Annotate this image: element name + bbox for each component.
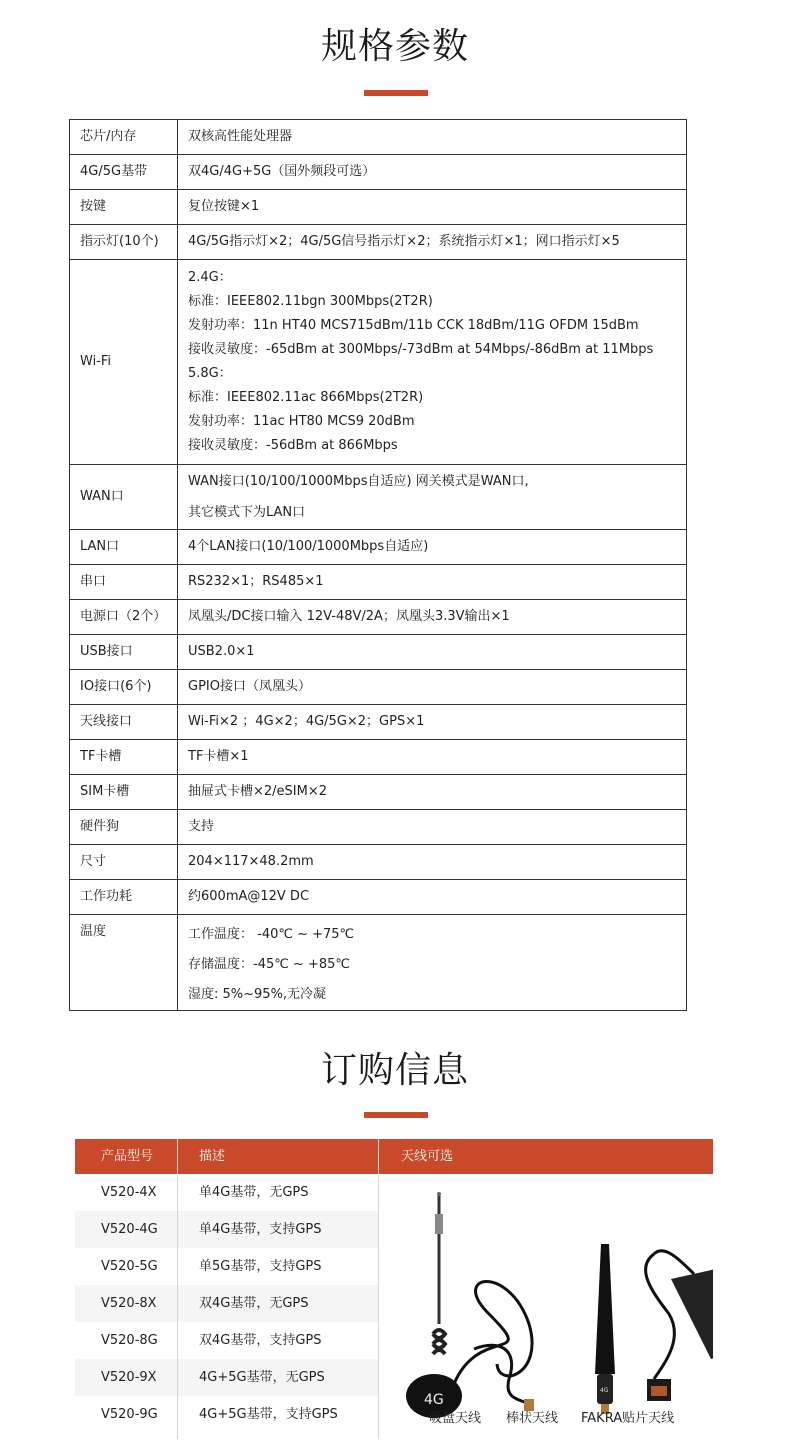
order-model: V520-9G <box>101 1407 158 1422</box>
spec-value: TF卡槽×1 <box>178 740 687 775</box>
wifi-line: 接收灵敏度：-65dBm at 300Mbps/-73dBm at 54Mbps/-86dBm at 11Mbps <box>188 342 654 357</box>
spec-row <box>70 120 687 155</box>
wifi-line: 发射功率：11n HT40 MCS715dBm/11b CCK 18dBm/11G OFDM 15dBm <box>188 318 639 333</box>
order-desc: 单5G基带，支持GPS <box>199 1259 322 1274</box>
spec-label: 硬件狗 <box>70 810 178 845</box>
spec-row <box>70 705 687 740</box>
spec-title-bar <box>364 90 428 96</box>
wan-line: 其它模式下为LAN口 <box>188 505 306 520</box>
spec-table <box>69 119 687 1011</box>
fakra-antenna-label: FAKRA贴片天线 <box>581 1411 675 1426</box>
antenna-illustration <box>379 1174 713 1439</box>
wifi-details <box>178 260 687 465</box>
wifi-line: 标准：IEEE802.11ac 866Mbps(2T2R) <box>188 390 424 405</box>
order-row <box>75 1322 378 1359</box>
suction-antenna-icon <box>406 1192 534 1418</box>
spec-value: 4个LAN接口(10/100/1000Mbps自适应) <box>178 530 687 565</box>
order-row <box>75 1359 378 1396</box>
spec-row <box>70 635 687 670</box>
spec-row <box>70 775 687 810</box>
spec-title: 规格参数 <box>320 26 469 67</box>
spec-value: 204×117×48.2mm <box>178 845 687 880</box>
spec-label: LAN口 <box>70 530 178 565</box>
order-row <box>75 1174 378 1211</box>
spec-value: RS232×1；RS485×1 <box>178 565 687 600</box>
spec-row <box>70 845 687 880</box>
order-table <box>75 1139 713 1439</box>
header-desc: 描述 <box>199 1149 226 1164</box>
antenna-4g-label: 4G <box>424 1392 444 1408</box>
spec-row-wan <box>70 465 687 530</box>
wifi-line: 发射功率：11ac HT80 MCS9 20dBm <box>188 414 415 429</box>
spec-row <box>70 810 687 845</box>
order-desc: 双4G基带，无GPS <box>199 1296 309 1311</box>
fakra-antenna-icon <box>646 1251 713 1401</box>
spec-value: 抽屉式卡槽×2/eSIM×2 <box>178 775 687 810</box>
spec-row <box>70 530 687 565</box>
order-desc: 4G+5G基带，支持GPS <box>199 1407 338 1422</box>
order-desc: 双4G基带，支持GPS <box>199 1333 322 1348</box>
spec-label: 尺寸 <box>70 845 178 880</box>
header-antenna: 天线可选 <box>401 1149 454 1164</box>
order-model: V520-9X <box>101 1370 157 1385</box>
spec-label: 工作功耗 <box>70 880 178 915</box>
column-divider <box>177 1139 178 1439</box>
spec-row <box>70 190 687 225</box>
order-header <box>75 1139 713 1174</box>
spec-value: 约600mA@12V DC <box>178 880 687 915</box>
order-model: V520-8G <box>101 1333 158 1348</box>
order-model: V520-4X <box>101 1185 157 1200</box>
spec-row-wifi <box>70 260 687 465</box>
order-desc: 单4G基带，支持GPS <box>199 1222 322 1237</box>
spec-value: GPIO接口（凤凰头） <box>178 670 687 705</box>
spec-label: 温度 <box>70 915 178 1011</box>
wifi-line: 标准：IEEE802.11bgn 300Mbps(2T2R) <box>188 294 433 309</box>
rod-antenna-icon <box>595 1244 615 1414</box>
spec-row <box>70 565 687 600</box>
antenna-image <box>379 1174 713 1439</box>
wan-line: WAN接口(10/100/1000Mbps自适应) 网关模式是WAN口, <box>188 474 529 489</box>
order-row <box>75 1248 378 1285</box>
spec-row <box>70 155 687 190</box>
wifi-line: 2.4G： <box>188 270 232 285</box>
order-model: V520-8X <box>101 1296 157 1311</box>
spec-value: 双核高性能处理器 <box>178 120 687 155</box>
order-title: 订购信息 <box>320 1050 469 1091</box>
spec-label: 按键 <box>70 190 178 225</box>
spec-label: WAN口 <box>70 465 178 530</box>
spec-label: SIM卡槽 <box>70 775 178 810</box>
temp-line: 存储温度：-45℃ ~ +85℃ <box>188 957 351 972</box>
spec-label: 天线接口 <box>70 705 178 740</box>
rod-antenna-label: 棒状天线 <box>506 1411 559 1426</box>
temp-details <box>178 915 687 1011</box>
spec-label: USB接口 <box>70 635 178 670</box>
spec-row <box>70 880 687 915</box>
order-row <box>75 1211 378 1248</box>
spec-value: 支持 <box>178 810 687 845</box>
spec-row <box>70 670 687 705</box>
spec-label: 芯片/内存 <box>70 120 178 155</box>
spec-label: 串口 <box>70 565 178 600</box>
spec-value: USB2.0×1 <box>178 635 687 670</box>
order-title-bar <box>364 1112 428 1118</box>
spec-value: 复位按键×1 <box>178 190 687 225</box>
spec-row <box>70 740 687 775</box>
spec-row <box>70 225 687 260</box>
order-row <box>75 1285 378 1322</box>
wifi-line: 5.8G： <box>188 366 232 381</box>
spec-label: 4G/5G基带 <box>70 155 178 190</box>
spec-label: Wi-Fi <box>70 260 178 465</box>
temp-line: 工作温度： -40℃ ~ +75℃ <box>188 927 355 942</box>
spec-value: 双4G/4G+5G（国外频段可选） <box>178 155 687 190</box>
spec-row <box>70 600 687 635</box>
spec-label: TF卡槽 <box>70 740 178 775</box>
spec-label: 电源口（2个） <box>70 600 178 635</box>
wan-details <box>178 465 687 530</box>
spec-label: 指示灯(10个) <box>70 225 178 260</box>
order-model: V520-4G <box>101 1222 158 1237</box>
suction-antenna-label: 吸盘天线 <box>429 1411 482 1426</box>
order-desc: 单4G基带，无GPS <box>199 1185 309 1200</box>
spec-label: IO接口(6个) <box>70 670 178 705</box>
spec-row-temp <box>70 915 687 1011</box>
spec-value: 凤凰头/DC接口输入 12V-48V/2A；凤凰头3.3V输出×1 <box>178 600 687 635</box>
header-model: 产品型号 <box>101 1149 154 1164</box>
order-desc: 4G+5G基带，无GPS <box>199 1370 325 1385</box>
rod-4g-label: 4G <box>600 1387 609 1394</box>
wifi-line: 接收灵敏度：-56dBm at 866Mbps <box>188 438 398 453</box>
order-model: V520-5G <box>101 1259 158 1274</box>
spec-value: Wi-Fi×2 ；4G×2；4G/5G×2；GPS×1 <box>178 705 687 740</box>
temp-line: 湿度: 5%~95%,无冷凝 <box>188 987 327 1002</box>
spec-value: 4G/5G指示灯×2；4G/5G信号指示灯×2；系统指示灯×1；网口指示灯×5 <box>178 225 687 260</box>
order-row <box>75 1396 378 1433</box>
